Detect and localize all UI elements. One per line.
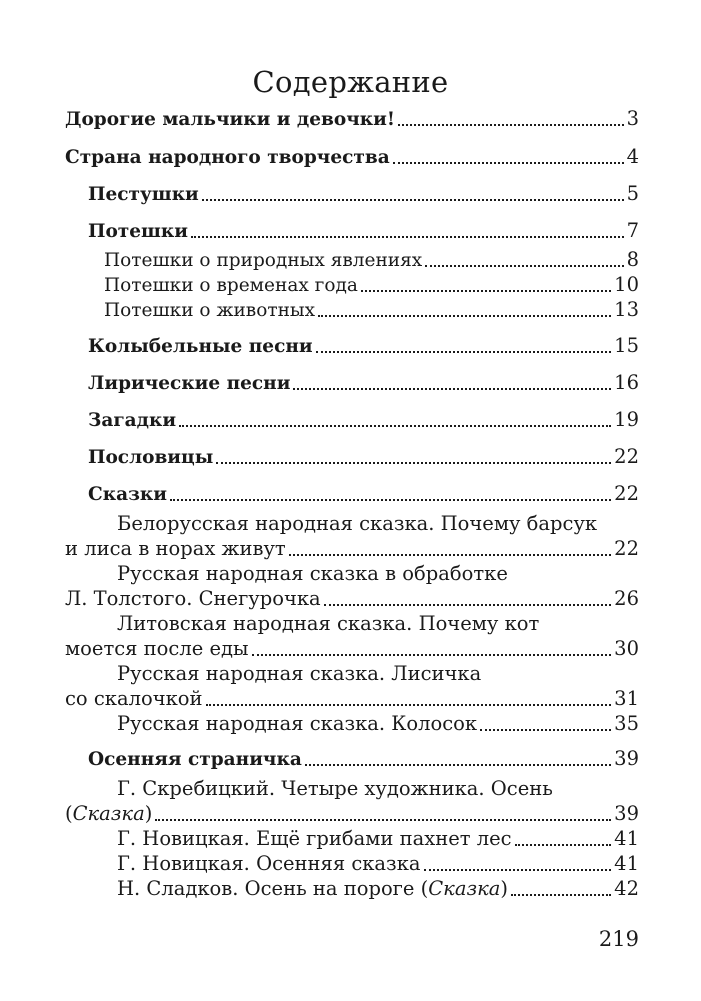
- toc-page-number: 10: [614, 273, 639, 296]
- toc-entry-title: Потешки: [88, 221, 189, 242]
- toc-entry-title: Русская народная сказка. Колосок: [117, 712, 478, 735]
- toc-entry: [88, 481, 639, 507]
- toc-entry: [104, 247, 639, 273]
- toc-entry-title: Сказки: [88, 484, 167, 505]
- toc-page-number: 22: [614, 445, 639, 468]
- page-number: 219: [598, 927, 639, 951]
- toc-entry: [88, 333, 639, 359]
- dot-leader: [398, 124, 624, 126]
- toc-entry-title: и лиса в норах живут: [65, 537, 286, 560]
- dot-leader: [289, 554, 611, 556]
- toc-entry-title: Страна народного творчества: [65, 147, 390, 168]
- toc-page-number: 35: [614, 712, 639, 735]
- dot-leader: [252, 654, 612, 656]
- toc-entry: [65, 586, 639, 612]
- toc-entry-title: Загадки: [88, 410, 177, 431]
- dot-leader: [480, 729, 611, 731]
- toc-entry-title: со скалочкой: [65, 687, 203, 710]
- dot-leader: [179, 425, 611, 427]
- toc-entry: [88, 746, 639, 772]
- toc-entry: [117, 711, 639, 737]
- toc-page-number: 4: [626, 145, 639, 168]
- toc-page-number: 16: [614, 371, 639, 394]
- toc-page-number: 31: [614, 687, 639, 710]
- dot-leader: [393, 162, 624, 164]
- toc-page-number: 39: [614, 802, 639, 825]
- toc-entry: [88, 407, 639, 433]
- dot-leader: [511, 894, 611, 896]
- toc-entry-title: Н. Сладков. Осень на пороге (Сказка): [117, 877, 508, 900]
- toc-entry-first-line: Русская народная сказка. Лисичка: [117, 662, 482, 685]
- toc-entry-title: Дорогие мальчики и девочки!: [65, 109, 395, 130]
- toc-entry-title: Г. Новицкая. Ещё грибами пахнет лес: [117, 827, 512, 850]
- toc-entry-first-line: Г. Скребицкий. Четыре художника. Осень: [117, 777, 553, 800]
- dot-leader: [316, 351, 612, 353]
- toc-entry: [65, 686, 639, 712]
- toc-entry-title: Потешки о временах года: [104, 275, 358, 296]
- toc-page-number: 42: [614, 877, 639, 900]
- toc-entry-title: Потешки о природных явлениях: [104, 250, 423, 271]
- toc-entry-title: Г. Новицкая. Осенняя сказка: [117, 852, 421, 875]
- toc-entry-title: моется после еды: [65, 637, 249, 660]
- toc-page-number: 8: [626, 248, 639, 271]
- toc-entry: [88, 444, 639, 470]
- toc-page-number: 41: [614, 827, 639, 850]
- toc-page-number: 41: [614, 852, 639, 875]
- toc-entry-title: Потешки о животных: [104, 300, 316, 321]
- toc-page-number: 26: [614, 587, 639, 610]
- toc-entry: [104, 297, 639, 323]
- dot-leader: [515, 844, 612, 846]
- page-title: Содержание: [252, 65, 449, 99]
- toc-entry-title: Колыбельные песни: [88, 336, 313, 357]
- toc-entry: [65, 801, 639, 827]
- dot-leader: [206, 704, 612, 706]
- dot-leader: [155, 819, 611, 821]
- toc-page-number: 22: [614, 482, 639, 505]
- toc-entry: [117, 876, 639, 902]
- toc-page-number: 3: [626, 107, 639, 130]
- toc-page-number: 7: [626, 219, 639, 242]
- dot-leader: [318, 315, 611, 317]
- toc-entry: [104, 272, 639, 298]
- toc-entry-title: Пословицы: [88, 447, 214, 468]
- toc-entry: [65, 636, 639, 662]
- toc-entry: [88, 218, 639, 244]
- toc-page-number: 19: [614, 408, 639, 431]
- toc-entry: [117, 826, 639, 852]
- dot-leader: [324, 604, 611, 606]
- toc-entry-title: Л. Толстого. Снегурочка: [65, 587, 321, 610]
- toc-entry-title: Осенняя страничка: [88, 749, 302, 770]
- dot-leader: [293, 388, 611, 390]
- dot-leader: [305, 764, 611, 766]
- toc-page-number: 15: [614, 334, 639, 357]
- toc-entry-title: Пестушки: [88, 184, 199, 205]
- toc-entry: [88, 370, 639, 396]
- toc-entry: [117, 851, 639, 877]
- dot-leader: [424, 869, 612, 871]
- dot-leader: [191, 236, 624, 238]
- toc-entry: [65, 106, 639, 132]
- toc-entry: [65, 144, 639, 170]
- dot-leader: [202, 199, 624, 201]
- toc-entry-first-line: Литовская народная сказка. Почему кот: [117, 612, 540, 635]
- toc-page-number: 22: [614, 537, 639, 560]
- toc-entry-title: Лирические песни: [88, 373, 291, 394]
- dot-leader: [361, 290, 611, 292]
- dot-leader: [425, 265, 623, 267]
- toc-page-number: 39: [614, 747, 639, 770]
- toc-page-number: 30: [614, 637, 639, 660]
- toc-page-number: 13: [614, 298, 639, 321]
- toc-entry-title: (Сказка): [65, 802, 153, 825]
- dot-leader: [170, 499, 611, 501]
- toc-page-number: 5: [626, 182, 639, 205]
- toc-entry: [88, 181, 639, 207]
- toc-entry: [65, 536, 639, 562]
- toc-entry-first-line: Белорусская народная сказка. Почему барсук: [117, 512, 598, 535]
- toc-entry-first-line: Русская народная сказка в обработке: [117, 562, 508, 585]
- dot-leader: [216, 462, 611, 464]
